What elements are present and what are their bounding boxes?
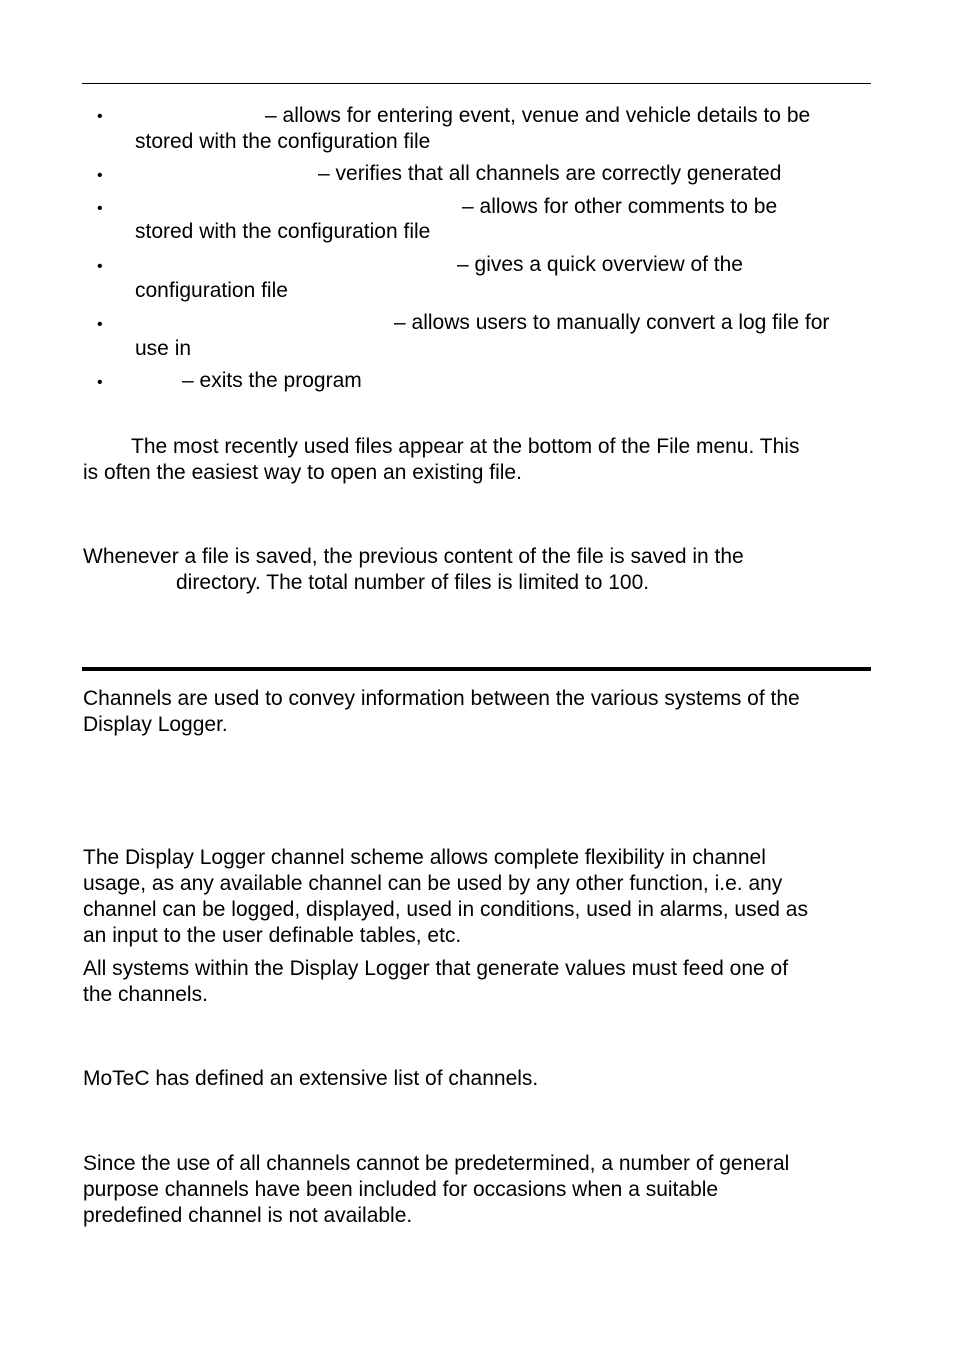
- bullet-text: use in: [135, 337, 192, 360]
- bullet-marker: •: [97, 374, 103, 391]
- paragraph-line: is often the easiest way to open an existing file.: [83, 461, 522, 484]
- paragraph-line: The most recently used files appear at the bottom of the File menu. This: [131, 435, 800, 458]
- paragraph-line: usage, as any available channel can be used by any other function, i.e. any: [83, 872, 783, 895]
- bullet-marker: •: [97, 167, 103, 184]
- paragraph-line: an input to the user definable tables, etc.: [83, 924, 462, 947]
- paragraph-line: Whenever a file is saved, the previous content of the file is saved in the: [83, 545, 744, 568]
- paragraph-line: predefined channel is not available.: [83, 1204, 413, 1227]
- paragraph-line: The Display Logger channel scheme allows complete flexibility in channel: [83, 846, 766, 869]
- paragraph-line: directory. The total number of files is limited to 100.: [176, 571, 650, 594]
- bullet-text: stored with the configuration file: [135, 220, 431, 243]
- bullet-marker: •: [97, 108, 103, 125]
- paragraph-line: Display Logger.: [83, 713, 228, 736]
- bullet-text: stored with the configuration file: [135, 130, 431, 153]
- bullet-text: – allows for other comments to be: [462, 195, 778, 218]
- paragraph-line: All systems within the Display Logger that generate values must feed one of: [83, 957, 789, 980]
- bullet-marker: •: [97, 200, 103, 217]
- bullet-text: – allows users to manually convert a log file for: [394, 311, 830, 334]
- paragraph-line: Channels are used to convey information between the various systems of the: [83, 687, 800, 710]
- bullet-text: – gives a quick overview of the: [457, 253, 743, 276]
- bullet-text: configuration file: [135, 279, 288, 302]
- section-rule: [82, 667, 871, 671]
- paragraph-line: channel can be logged, displayed, used in conditions, used in alarms, used as: [83, 898, 808, 921]
- paragraph-line: the channels.: [83, 983, 208, 1006]
- bullet-marker: •: [97, 258, 103, 275]
- header-rule: [82, 83, 871, 84]
- bullet-marker: •: [97, 316, 103, 333]
- bullet-text: – exits the program: [182, 369, 362, 392]
- paragraph-line: MoTeC has defined an extensive list of channels.: [83, 1067, 539, 1090]
- paragraph-line: purpose channels have been included for occasions when a suitable: [83, 1178, 719, 1201]
- paragraph-line: Since the use of all channels cannot be predetermined, a number of general: [83, 1152, 790, 1175]
- bullet-text: – allows for entering event, venue and vehicle details to be: [265, 104, 811, 127]
- bullet-text: – verifies that all channels are correctly generated: [318, 162, 782, 185]
